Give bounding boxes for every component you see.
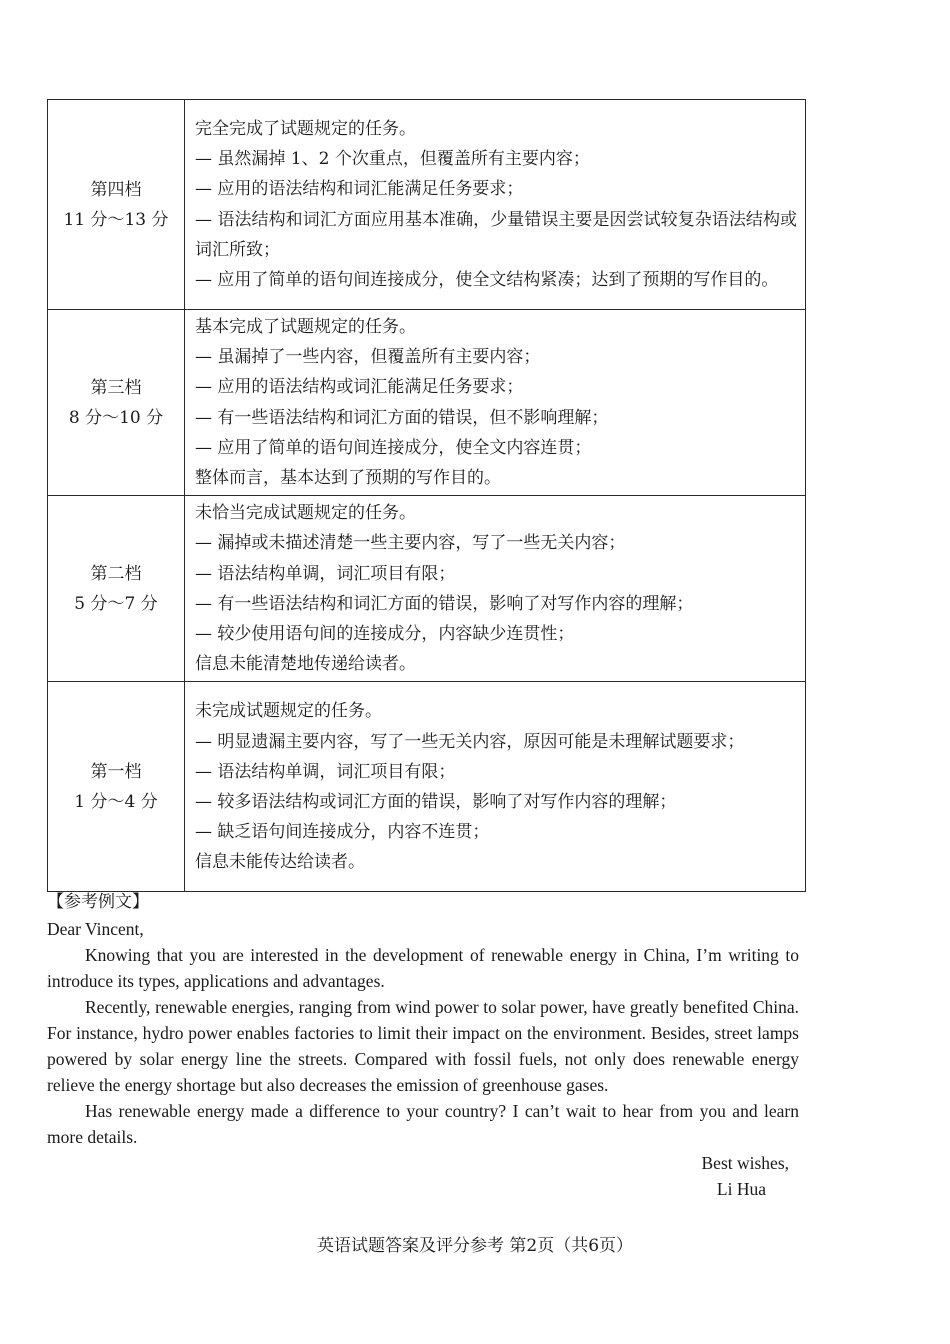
criteria-line: 信息未能传达给读者。	[195, 852, 365, 873]
letter-paragraph: Knowing that you are interested in the development of renewable energy in China, I’m writing to introduce its types, applications and advantages.	[47, 945, 799, 991]
score-range: 11 分～13 分	[63, 209, 169, 230]
grade-label: 第二档	[90, 563, 142, 584]
score-range: 5 分～7 分	[74, 593, 158, 614]
criteria-line: — 应用了简单的语句间连接成分，使全文内容连贯；	[195, 437, 592, 458]
criteria-line: — 漏掉或未描述清楚一些主要内容，写了一些无关内容；	[195, 533, 626, 554]
criteria-line: — 语法结构单调，词汇项目有限；	[195, 761, 456, 782]
criteria-line: — 应用了简单的语句间连接成分，使全文结构紧凑；达到了预期的写作目的。	[195, 269, 779, 290]
score-range: 8 分～10 分	[68, 407, 164, 428]
letter-signature: Li Hua	[716, 1179, 766, 1199]
criteria-line: — 应用的语法结构和词汇能满足任务要求；	[195, 179, 524, 200]
letter-paragraph: Recently, renewable energies, ranging from wind power to solar power, have greatly benefited China. For instance, hydro power enables factories to limit their impact on the environment. Besides, street lamps powered by solar energy line the streets. Compared with fossil fuels, not only does renewable energy relieve the energy shortage but also decreases the emission of greenhouse gases.	[47, 997, 799, 1095]
criteria-line: — 语法结构单调，词汇项目有限；	[195, 563, 456, 584]
grade-cell	[48, 496, 185, 682]
criteria-line: — 虽漏掉了一些内容，但覆盖所有主要内容；	[195, 347, 541, 368]
criteria-line: — 缺乏语句间连接成分，内容不连贯；	[195, 822, 490, 843]
criteria-line: 未恰当完成试题规定的任务。	[195, 503, 416, 524]
rubric-row-level-3	[48, 310, 806, 496]
criteria-line: — 较少使用语句间的连接成分，内容缺少连贯性；	[195, 624, 575, 645]
criteria-line: 未完成试题规定的任务。	[195, 701, 382, 722]
letter-greeting: Dear Vincent,	[47, 919, 144, 939]
grade-cell	[48, 682, 185, 892]
grade-cell	[48, 100, 185, 310]
criteria-line: 信息未能清楚地传递给读者。	[195, 654, 416, 675]
sample-essay-heading: 【参考例文】	[47, 892, 149, 912]
letter-paragraph: Has renewable energy made a difference to your country? I can’t wait to hear from you and learn more details.	[47, 1101, 799, 1147]
rubric-row-level-4	[48, 100, 806, 310]
criteria-cell	[185, 682, 806, 892]
grade-cell	[48, 310, 185, 496]
criteria-line: — 语法结构和词汇方面应用基本准确，少量错误主要是因尝试较复杂语法结构或词汇所致；	[195, 209, 797, 260]
grade-label: 第一档	[90, 761, 142, 782]
grade-label: 第四档	[90, 179, 142, 200]
rubric-row-level-1	[48, 682, 806, 892]
criteria-line: 整体而言，基本达到了预期的写作目的。	[195, 468, 501, 489]
criteria-line: — 明显遗漏主要内容，写了一些无关内容，原因可能是未理解试题要求；	[195, 731, 745, 752]
letter-closing: Best wishes,	[701, 1153, 789, 1173]
grade-label: 第三档	[90, 377, 142, 398]
criteria-line: 完全完成了试题规定的任务。	[195, 118, 416, 139]
criteria-cell	[185, 310, 806, 496]
criteria-line: — 有一些语法结构和词汇方面的错误，但不影响理解；	[195, 407, 609, 428]
score-range: 1 分～4 分	[74, 791, 158, 812]
criteria-cell	[185, 496, 806, 682]
criteria-line: 基本完成了试题规定的任务。	[195, 317, 416, 337]
criteria-line: — 较多语法结构或词汇方面的错误，影响了对写作内容的理解；	[195, 791, 677, 812]
criteria-line: — 应用的语法结构或词汇能满足任务要求；	[195, 377, 524, 398]
criteria-line: — 有一些语法结构和词汇方面的错误，影响了对写作内容的理解；	[195, 593, 694, 614]
scoring-rubric-table	[47, 99, 806, 892]
criteria-cell	[185, 100, 806, 310]
page-footer: 英语试题答案及评分参考 第2页（共6页）	[316, 1236, 634, 1256]
criteria-line: — 虽然漏掉 1、2 个次重点，但覆盖所有主要内容；	[195, 149, 590, 170]
rubric-row-level-2	[48, 496, 806, 682]
sample-essay	[47, 888, 799, 1202]
